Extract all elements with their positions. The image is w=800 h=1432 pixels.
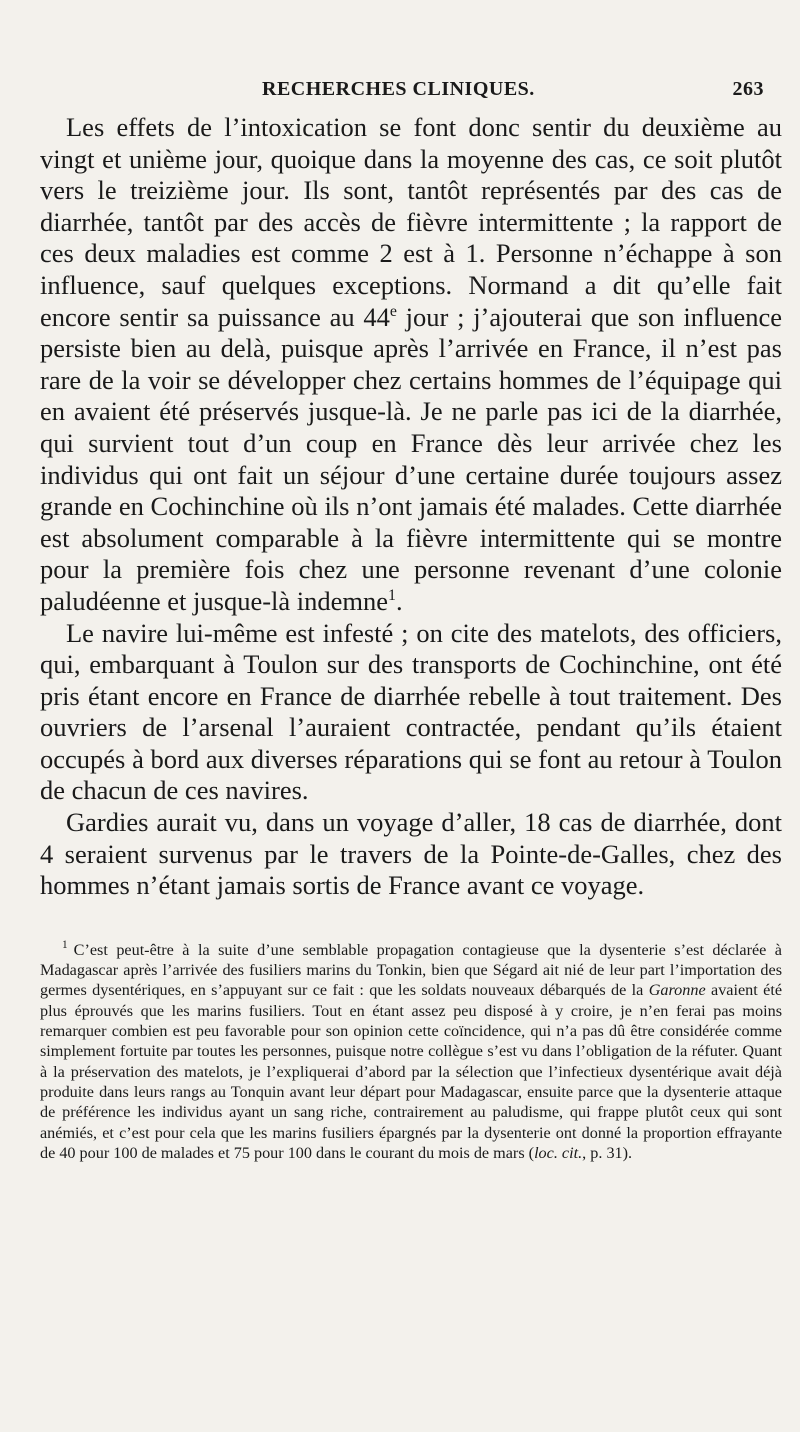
paragraph-1: Les effets de l’intoxication se font donc sentir du deuxième au vingt et unième jour, quoique dans la moyenne des cas, ce soit plutôt vers le treizième jour. Ils sont, tantôt représentés par des cas de diarrhée, tantôt par des accès de fièvre intermittente ; la rapport de ces deux maladies est comme 2 est à 1. Personne n’échappe à son influence, sauf quelques exceptions. Normand a dit qu’elle fait encore sentir sa puissance au 44e jour ; j’ajouterai que son influence persiste bien au delà, puisque après l’arrivée en France, il n’est pas rare de la voir se développer chez certains hommes de l’équipage qui en avaient été préservés jusque-là. Je ne parle pas ici de la diarrhée, qui survient tout d’un coup en France dès leur arrivée chez les individus qui ont fait un séjour d’une certaine durée toujours assez grande en Cochinchine où ils n’ont jamais été malades. Cette diarrhée est absolument comparable à la fièvre intermittente qui se montre pour la première fois chez une personne revenant d’une colonie paludéenne et jusque-là indemne$^1$. — [40, 112, 782, 616]
paragraph-2: Le navire lui-même est infesté ; on cite des matelots, des officiers, qui, embarquant à Toulon sur des transports de Cochinchine, ont été pris étant encore en France de diarrhée rebelle à tout traitement. Des ouvriers de l’arsenal l’auraient contractée, pendant qu’ils étaient occupés à bord aux diverses réparations qui se font au retour à Toulon de chacun de ces navires. — [40, 617, 782, 806]
footnote-text: $^1$ C’est peut-être à la suite d’une semblable propagation contagieuse que la dysenterie s’est déclarée à Madagascar après l’arrivée des fusiliers marins du Tonkin, bien que Ségard ait nié de leur part l’importation des germes dysentériques, en s’appuyant sur ce fait : que les soldats nouveaux débarqués de la Garonne avaient été plus éprouvés que les marins fusiliers. Tout en étant assez peu disposé à y croire, je n’en ferai pas moins remarquer combien est peu favorable pour son opinion cette coïncidence, qui n’a pas dû être considérée comme simplement fortuite par toutes les personnes, puisque notre collègue s’est vu dans l’obligation de la réfuter. Quant à la préservation des matelots, je l’expliquerai d’abord par la sélection que l’infectieux dysentérique avait déjà produite dans leurs rangs au Tonquin avant leur départ pour Madagascar, ensuite parce que la dysenterie attaque de préférence les individus ayant un sang riche, contrairement au paludisme, qui frappe plutôt ceux qui sont anémiés, et c’est pour cela que les marins fusiliers épargnés par la dysenterie ont donné la proportion effrayante de 40 pour 100 de malades et 75 pour 100 dans le courant du mois de mars (loc. cit., p. 31). — [40, 939, 783, 1162]
footnote-marker: 1 — [62, 939, 68, 952]
body-text — [40, 112, 782, 902]
page-number: 263 — [732, 78, 764, 100]
footnote-reference: 1 — [388, 587, 396, 605]
ship-name: Garonne — [648, 981, 706, 1000]
footnote — [40, 940, 782, 1163]
running-head-title: RECHERCHES CLINIQUES. — [262, 78, 535, 100]
running-head — [40, 78, 782, 112]
citation: loc. cit. — [534, 1143, 583, 1162]
book-page — [40, 78, 782, 1163]
paragraph-3: Gardies aurait vu, dans un voyage d’aller, 18 cas de diarrhée, dont 4 seraient survenus par le travers de la Pointe-de-Galles, chez des hommes n’étant jamais sortis de France avant ce voyage. — [40, 807, 782, 901]
ordinal-superscript: e — [389, 302, 397, 320]
